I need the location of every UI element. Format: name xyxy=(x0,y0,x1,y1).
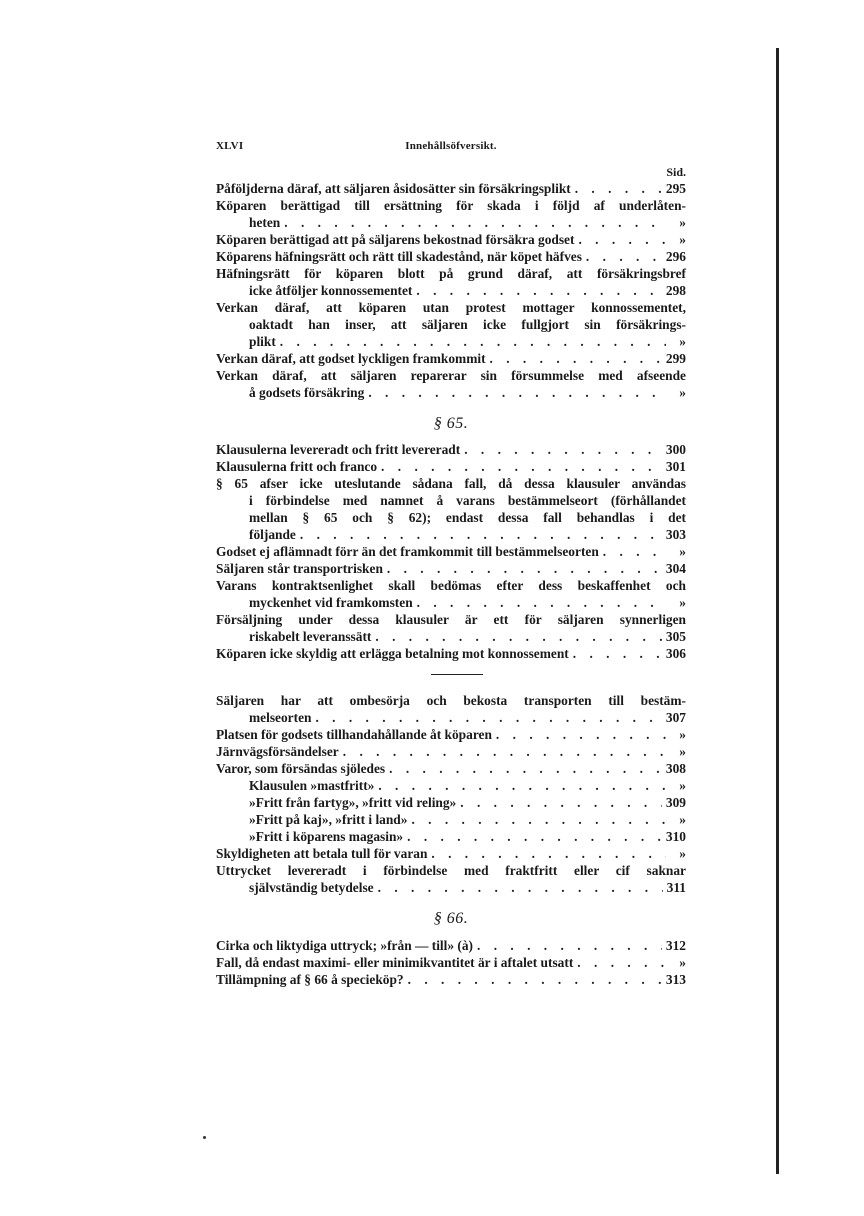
toc-entry: riskabelt leveranssätt . . . 305 xyxy=(249,629,686,645)
toc-entry: melseorten . . . 307 xyxy=(249,710,686,726)
toc-entry: Säljaren står transportrisken . . . 304 xyxy=(216,561,686,577)
toc-entry: Säljaren har att ombesörja och bekosta transporten till bestäm- xyxy=(216,693,686,708)
toc-entry: Häfningsrätt för köparen blott på grund däraf, att försäkringsbref xyxy=(216,266,686,281)
toc-entry: »Fritt från fartyg», »fritt vid reling» . . . 309 xyxy=(249,795,686,811)
toc-entry: oaktadt han inser, att säljaren icke fullgjort sin försäkrings- xyxy=(249,317,686,332)
page-column-label: Sid. xyxy=(666,165,686,179)
toc-entry: Verkan däraf, att köparen utan protest mottager konnossementet, xyxy=(216,300,686,315)
toc-entry: Platsen för godsets tillhandahållande åt köparen . . . » xyxy=(216,727,686,743)
toc-entry: Verkan däraf, att säljaren reparerar sin försummelse med afseende xyxy=(216,368,686,383)
toc-entry: Godset ej aflämnadt förr än det framkommit till bestämmelseorten . . . » xyxy=(216,544,686,560)
toc-entry: plikt . . . » xyxy=(249,334,686,350)
toc-entry: i förbindelse med namnet å varans bestämmelseort (förhållandet xyxy=(249,493,686,508)
toc-entry: Köparen berättigad att på säljarens bekostnad försäkra godset . . . » xyxy=(216,232,686,248)
toc-entry: Köparens häfningsrätt och rätt till skadestånd, när köpet häfves . . . 296 xyxy=(216,249,686,265)
toc-entry: Verkan däraf, att godset lyckligen framkommit . . . 299 xyxy=(216,351,686,367)
toc-entry: »Fritt på kaj», »fritt i land» . . . » xyxy=(249,812,686,828)
toc-entry: Köparen icke skyldig att erlägga betalning mot konnossement . . . 306 xyxy=(216,646,686,662)
toc-entry: Påföljderna däraf, att säljaren åsidosätter sin försäkringsplikt . . . 295 xyxy=(216,181,686,197)
toc-entry: Fall, då endast maximi- eller minimikvantitet är i aftalet utsatt . . . » xyxy=(216,955,686,971)
toc-entry: Cirka och liktydiga uttryck; »från — till» (à) . . . 312 xyxy=(216,938,686,954)
toc-entry: heten . . . » xyxy=(249,215,686,231)
section-heading-66: § 66. xyxy=(433,910,469,927)
toc-entry: »Fritt i köparens magasin» . . . 310 xyxy=(249,829,686,845)
toc-entry: icke åtföljer konnossementet . . . 298 xyxy=(249,283,686,299)
toc-entry: följande . . . 303 xyxy=(249,527,686,543)
toc-entry: å godsets försäkring . . . » xyxy=(249,385,686,401)
running-header xyxy=(216,140,686,158)
toc-entry: Skyldigheten att betala tull för varan . . . » xyxy=(216,846,686,862)
running-title: Innehållsöfversikt. xyxy=(405,140,497,152)
section-heading-65: § 65. xyxy=(433,415,469,432)
page-edge-shadow xyxy=(776,48,779,1174)
paper-speck xyxy=(203,1136,206,1139)
section-divider xyxy=(431,674,483,675)
toc-entry: Järnvägsförsändelser . . . » xyxy=(216,744,686,760)
toc-entry: Varor, som försändas sjöledes . . . 308 xyxy=(216,761,686,777)
toc-entry: Försäljning under dessa klausuler är ett för säljaren synnerligen xyxy=(216,612,686,627)
toc-entry: Varans kontraktsenlighet skall bedömas efter dess beskaffenhet och xyxy=(216,578,686,593)
toc-entry: självständig betydelse . . . 311 xyxy=(249,880,686,896)
toc-entry: Köparen berättigad till ersättning för skada i följd af underlåten- xyxy=(216,198,686,213)
toc-entry: Uttrycket levereradt i förbindelse med fraktfritt eller cif saknar xyxy=(216,863,686,878)
toc-entry: myckenhet vid framkomsten . . . » xyxy=(249,595,686,611)
toc-entry: Klausulerna fritt och franco . . . 301 xyxy=(216,459,686,475)
toc-entry: Klausulen »mastfritt» . . . » xyxy=(249,778,686,794)
toc-entry: § 65 afser icke uteslutande sådana fall, då dessa klausuler användas xyxy=(216,476,686,491)
toc-entry: mellan § 65 och § 62); endast dessa fall behandlas i det xyxy=(249,510,686,525)
toc-entry: Klausulerna levereradt och fritt levereradt . . . 300 xyxy=(216,442,686,458)
page-folio: XLVI xyxy=(216,140,244,152)
toc-entry: Tillämpning af § 66 å specieköp? . . . 313 xyxy=(216,972,686,988)
